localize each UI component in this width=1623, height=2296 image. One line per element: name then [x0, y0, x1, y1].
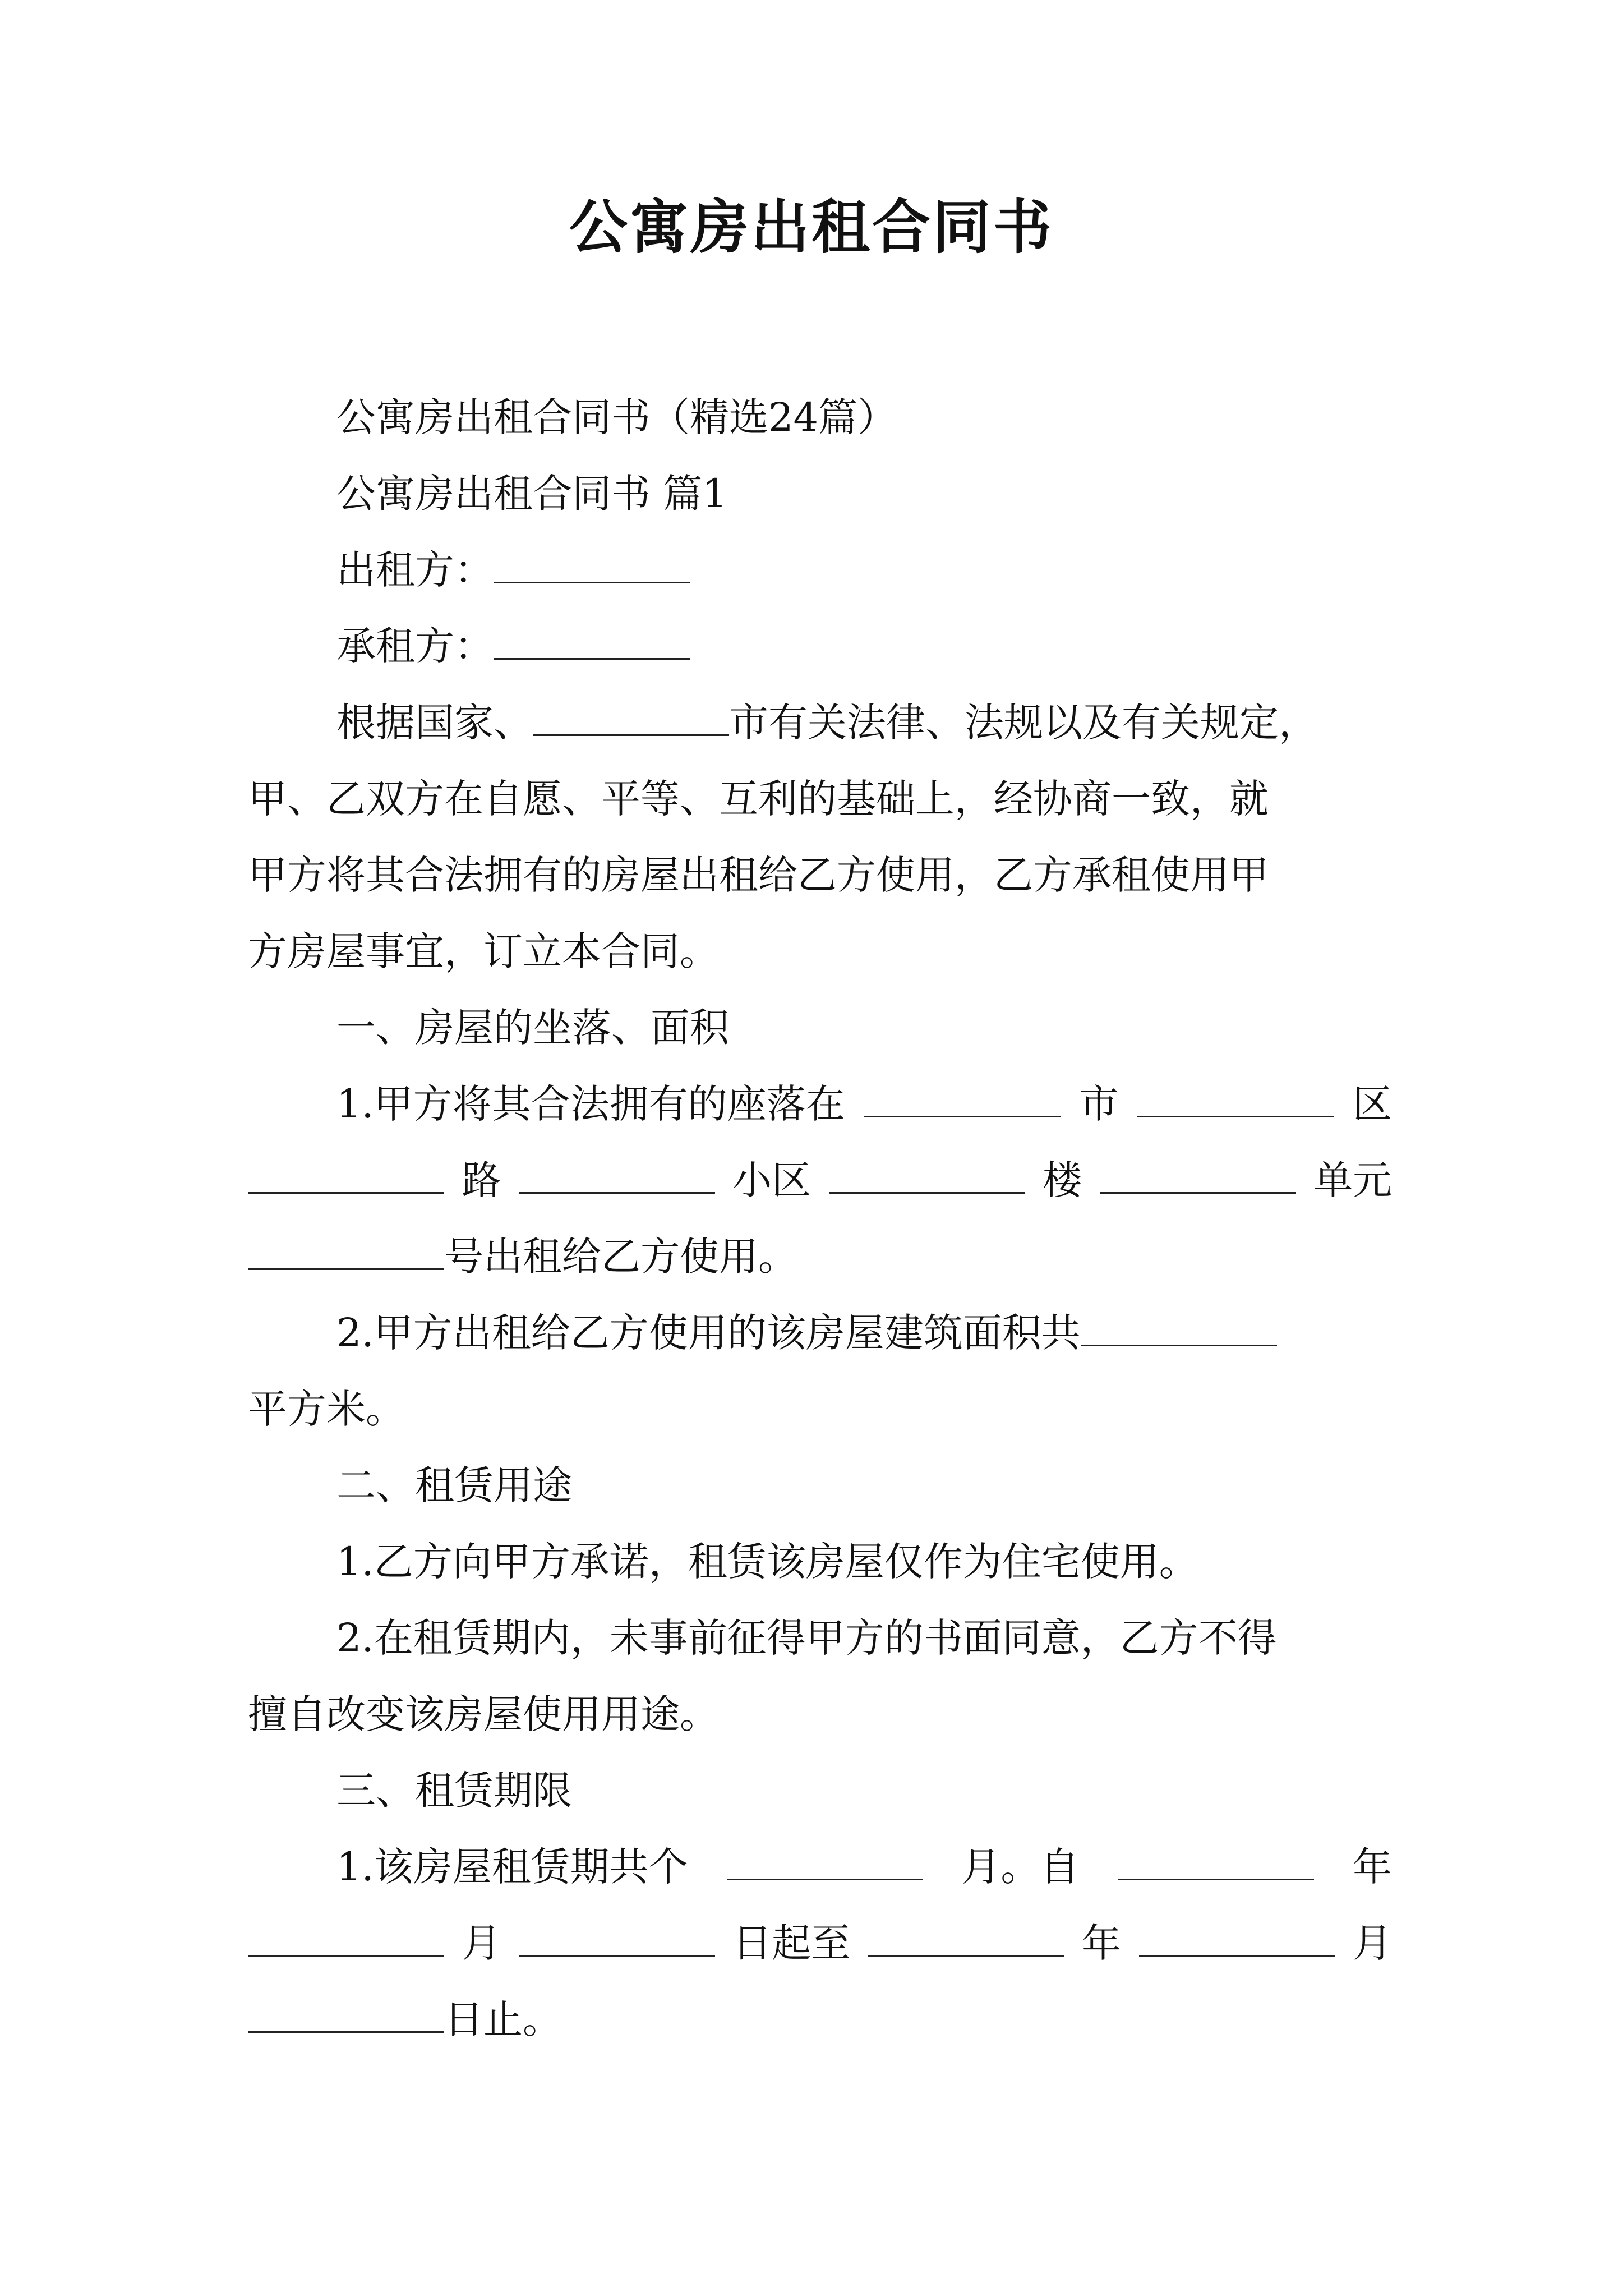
- lessor-label: 出租方：: [336, 547, 494, 593]
- section3-item1-line1: [248, 1829, 1392, 1905]
- section3-item1-tail: 日止。: [444, 1996, 562, 2042]
- lessee-blank: [494, 618, 690, 660]
- lessee-line: [248, 608, 1392, 684]
- intro-city-blank: [533, 694, 729, 736]
- section2-item1: 1.乙方向甲方承诺，租赁该房屋仅作为住宅使用。: [336, 1539, 1198, 1585]
- intro-line-1: [248, 684, 1392, 761]
- section1-heading: 一、房屋的坐落、面积: [336, 1005, 729, 1051]
- section1-item1-line2: [248, 1142, 1392, 1218]
- chapter-heading: 公寓房出租合同书 篇1: [336, 471, 727, 517]
- section1-item2-line1: [248, 1295, 1392, 1371]
- section2-heading: 二、租赁用途: [336, 1462, 572, 1508]
- intro-part1: 根据国家、: [336, 700, 533, 746]
- road-label: 路: [462, 1157, 501, 1203]
- building-blank: [829, 1152, 1025, 1194]
- district-label: 区: [1352, 1081, 1392, 1127]
- start-day-blank: [519, 1915, 715, 1957]
- community-label: 小区: [732, 1157, 811, 1203]
- section3-item1-line2: [248, 1905, 1392, 1981]
- district-blank: [1137, 1075, 1334, 1117]
- end-year-label: 年: [1082, 1920, 1122, 1966]
- document-subtitle: 公寓房出租合同书（精选24篇）: [336, 394, 897, 440]
- end-year-blank: [868, 1915, 1064, 1957]
- end-month-blank: [1139, 1915, 1335, 1957]
- start-month-blank: [248, 1915, 444, 1957]
- intro-line-3: 甲方将其合法拥有的房屋出租给乙方使用，乙方承租使用甲: [248, 852, 1269, 898]
- community-blank: [519, 1152, 715, 1194]
- section1-item2-text: 2.甲方出租给乙方使用的该房屋建筑面积共: [336, 1310, 1081, 1356]
- month-from-label: 月。自: [961, 1844, 1080, 1890]
- section1-item1-line3: [248, 1218, 1392, 1295]
- section3-item1-text: 1.该房屋租赁期共个: [336, 1844, 688, 1890]
- lessor-line: [248, 532, 1392, 608]
- section3-item1-line3: [248, 1981, 1392, 2058]
- area-blank: [1081, 1304, 1277, 1346]
- section1-item1-tail: 号出租给乙方使用。: [444, 1234, 797, 1280]
- city-label: 市: [1079, 1081, 1119, 1127]
- unit-blank: [1100, 1152, 1296, 1194]
- section1-item1-line1: [248, 1066, 1392, 1142]
- unit-label: 单元: [1313, 1157, 1392, 1203]
- end-month-label: 月: [1352, 1920, 1392, 1966]
- section1-item1-text: 1.甲方将其合法拥有的座落在: [336, 1081, 845, 1127]
- section1-item2-tail: 平方米。: [248, 1386, 405, 1432]
- document-title: 公寓房出租合同书: [569, 192, 1054, 261]
- intro-line-4: 方房屋事宜，订立本合同。: [248, 928, 719, 974]
- months-blank: [727, 1838, 923, 1880]
- lessor-blank: [494, 541, 690, 583]
- road-blank: [248, 1152, 444, 1194]
- intro-line-2: 甲、乙双方在自愿、平等、互利的基础上，经协商一致，就: [248, 776, 1269, 822]
- intro-part2: 市有关法律、法规以及有关规定，: [729, 700, 1318, 746]
- start-year-label: 年: [1352, 1844, 1392, 1890]
- building-label: 楼: [1043, 1157, 1082, 1203]
- section2-item2-line2: 擅自改变该房屋使用用途。: [248, 1691, 719, 1737]
- section2-item2-line1: 2.在租赁期内，未事前征得甲方的书面同意，乙方不得: [336, 1615, 1277, 1661]
- start-year-blank: [1118, 1838, 1314, 1880]
- document-body: [248, 379, 1392, 2058]
- number-blank: [248, 1228, 444, 1270]
- end-day-blank: [248, 1991, 444, 2033]
- city-blank: [864, 1075, 1061, 1117]
- section3-heading: 三、租赁期限: [336, 1768, 572, 1814]
- start-month-label: 月: [462, 1920, 501, 1966]
- lessee-label: 承租方：: [336, 623, 494, 669]
- start-day-label: 日起至: [732, 1920, 851, 1966]
